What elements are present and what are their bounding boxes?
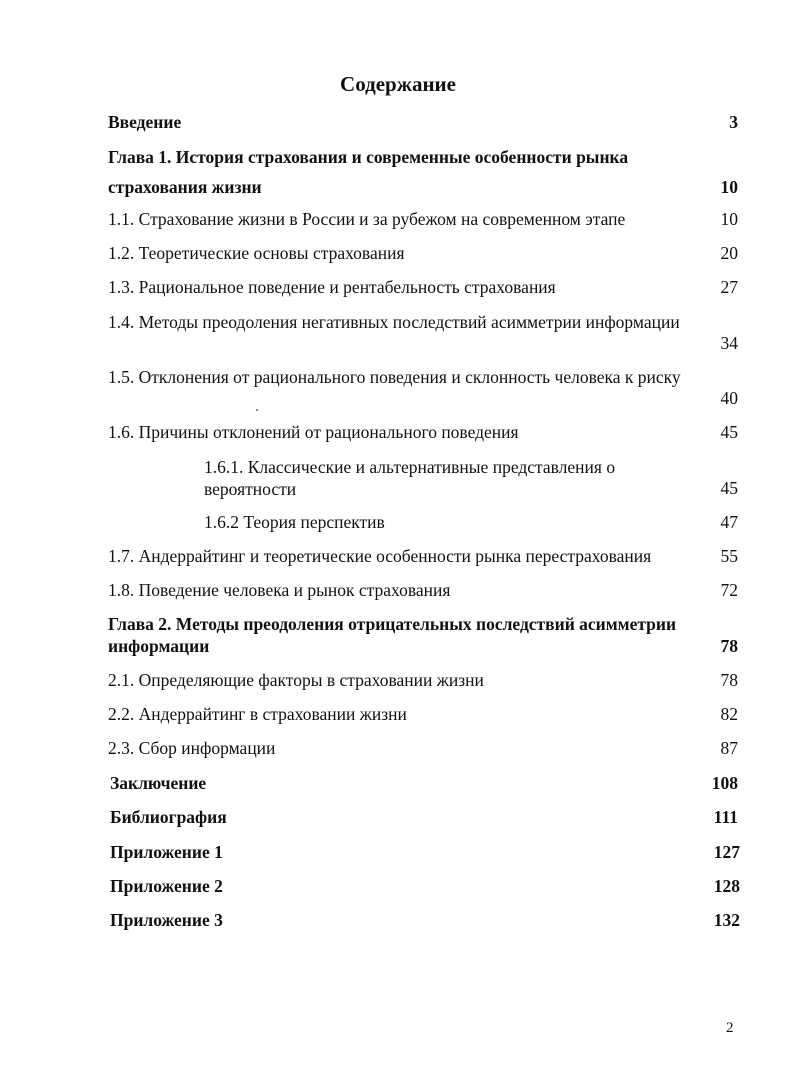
toc-entry-1-4 <box>108 311 680 333</box>
toc-entry-label: 1.3. Рациональное поведение и рентабельность страхования <box>108 277 556 297</box>
toc-entry-label: Приложение 3 <box>110 910 223 930</box>
toc-entry-page: 45 <box>720 422 738 442</box>
toc-entry-label: Введение <box>108 112 182 132</box>
toc-entry-1-2 <box>108 242 405 264</box>
toc-entry-label: 1.6.2 Теория перспектив <box>204 512 385 532</box>
toc-entry-bibliography <box>110 806 227 828</box>
toc-entry-1-6-1 <box>204 456 664 500</box>
toc-entry-page: 78 <box>720 636 738 656</box>
toc-entry-page: 34 <box>720 333 738 353</box>
toc-entry-label: Приложение 1 <box>110 842 223 862</box>
toc-entry-label: 2.2. Андеррайтинг в страховании жизни <box>108 704 407 724</box>
toc-entry-1-1 <box>108 208 625 230</box>
toc-entry-page: 72 <box>720 580 738 600</box>
toc-entry-label-continued: страхования жизни <box>108 177 262 197</box>
toc-entry-page: 132 <box>713 910 740 930</box>
toc-entry-conclusion <box>110 772 206 794</box>
scan-speck <box>256 409 258 411</box>
toc-entry-page: 128 <box>713 876 740 896</box>
toc-entry-label-continued: информации <box>108 636 210 656</box>
toc-entry-label: 1.8. Поведение человека и рынок страхования <box>108 580 451 600</box>
toc-entry-1-7 <box>108 545 651 567</box>
toc-entry-label: Приложение 2 <box>110 876 223 896</box>
toc-entry-page: 45 <box>720 478 738 498</box>
toc-entry-page: 55 <box>720 546 738 566</box>
toc-entry-label-continued: вероятности <box>204 479 297 499</box>
page-number: 2 <box>726 1020 734 1036</box>
toc-entry-label: 1.6. Причины отклонений от рационального поведения <box>108 422 519 442</box>
toc-entry-page: 40 <box>720 388 738 408</box>
toc-entry-label: 2.3. Сбор информации <box>108 738 276 758</box>
toc-entry-page: 20 <box>720 243 738 263</box>
toc-entry-2-1 <box>108 669 484 691</box>
toc-entry-page: 82 <box>720 704 738 724</box>
toc-entry-2-2 <box>108 703 407 725</box>
toc-entry-page: 10 <box>720 177 738 197</box>
toc-entry-1-8 <box>108 579 450 601</box>
toc-entry-page: 3 <box>729 112 738 132</box>
toc-entry-page: 87 <box>720 738 738 758</box>
toc-entry-page: 127 <box>713 842 740 862</box>
toc-entry-chapter-1 <box>108 146 728 198</box>
toc-entry-label: Библиография <box>110 807 227 827</box>
toc-entry-label: 1.2. Теоретические основы страхования <box>108 243 405 263</box>
toc-entry-label: Глава 2. Методы преодоления отрицательных последствий асимметрии <box>108 614 677 634</box>
toc-entry-1-6-2 <box>204 511 385 533</box>
toc-entry-1-3 <box>108 276 556 298</box>
toc-entry-label: 1.7. Андеррайтинг и теоретические особенности рынка перестрахования <box>108 546 652 566</box>
toc-entry-appendix-2 <box>110 875 223 897</box>
toc-entry-chapter-2 <box>108 613 733 657</box>
toc-entry-label: 1.6.1. Классические и альтернативные представления о <box>204 457 616 477</box>
toc-entry-label: Глава 1. История страхования и современные особенности рынка <box>108 147 629 167</box>
page-title: Содержание <box>340 72 456 96</box>
toc-entry-page: 10 <box>720 209 738 229</box>
toc-entry-2-3 <box>108 737 275 759</box>
toc-entry-appendix-3 <box>110 909 223 931</box>
toc-entry-page: 78 <box>720 670 738 690</box>
toc-entry-appendix-1 <box>110 841 223 863</box>
toc-entry-introduction <box>108 111 181 133</box>
toc-entry-page: 108 <box>711 773 738 793</box>
toc-entry-page: 47 <box>720 512 738 532</box>
toc-entry-page: 27 <box>720 277 738 297</box>
toc-entry-label: 2.1. Определяющие факторы в страховании жизни <box>108 670 484 690</box>
toc-entry-1-6 <box>108 421 519 443</box>
toc-entry-label: 1.5. Отклонения от рационального поведения и склонность человека к риску <box>108 367 681 387</box>
toc-entry-label: Заключение <box>110 773 207 793</box>
toc-entry-label: 1.1. Страхование жизни в России и за рубежом на современном этапе <box>108 209 626 229</box>
toc-entry-1-5 <box>108 366 681 388</box>
toc-entry-label: 1.4. Методы преодоления негативных последствий асимметрии информации <box>108 312 680 332</box>
toc-entry-page: 111 <box>713 807 738 827</box>
